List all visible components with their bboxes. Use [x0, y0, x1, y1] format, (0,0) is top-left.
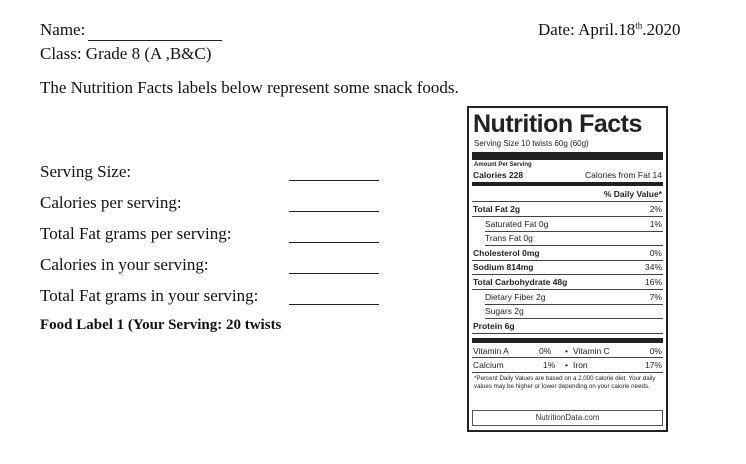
vitamin-c-label: Vitamin C — [573, 346, 610, 356]
vitamin-row-2: Calcium 1% • Iron 17% — [473, 360, 662, 370]
nutrient-label: Total Carbohydrate 48g — [473, 277, 568, 287]
thick-divider — [472, 152, 663, 160]
nutrition-facts-label — [467, 106, 668, 432]
nutrient-label: Dietary Fiber 2g — [485, 291, 546, 302]
rule-divider — [485, 245, 663, 246]
nutrient-row — [473, 262, 662, 272]
amount-per-serving: Amount Per Serving — [474, 162, 532, 168]
nutrient-label: Saturated Fat 0g — [485, 218, 549, 229]
rule-divider — [485, 318, 663, 319]
nutrient-label: Total Fat 2g — [473, 204, 521, 214]
name-blank-line[interactable] — [88, 40, 222, 41]
rule-divider — [472, 289, 663, 290]
vitamin-row-1: Vitamin A 0% • Vitamin C 0% — [473, 346, 662, 356]
calcium-label: Calcium — [473, 360, 504, 370]
answer-blank-calories-per-serving[interactable] — [289, 211, 379, 212]
nutrient-daily-value: 16% — [644, 277, 662, 287]
rule-divider — [472, 274, 663, 275]
calcium-value: 1% — [543, 360, 556, 370]
rule-divider — [472, 216, 663, 217]
daily-value-header: % Daily Value* — [603, 189, 662, 199]
nutrient-row — [473, 233, 662, 243]
food-label-caption: Food Label 1 (Your Serving: 20 twists — [40, 317, 282, 333]
nutrition-title: Nutrition Facts — [473, 110, 642, 138]
name-label: Name: — [40, 20, 86, 39]
date-label: Date: April.18th.2020 — [538, 20, 681, 39]
serving-size-text: Serving Size 10 twists 60g (60g) — [474, 139, 589, 148]
nutrient-label: Protein 6g — [473, 320, 515, 331]
medium-divider — [472, 182, 663, 186]
nutrient-row — [473, 219, 662, 229]
answer-blank-calories-your-serving[interactable] — [289, 273, 379, 274]
rule-divider — [472, 372, 663, 373]
rule-divider — [485, 231, 663, 232]
nutrient-row — [473, 292, 662, 302]
vitamins-divider — [472, 338, 663, 343]
nutrient-daily-value: 1% — [649, 218, 662, 229]
footnote-text: *Percent Daily Values are based on a 2,000 calorie diet. Your daily values may be higher or lower depending on your calorie needs. — [474, 375, 656, 390]
nutrient-row — [473, 204, 662, 214]
nutrient-label: Trans Fat 0g — [485, 233, 533, 244]
nutrient-daily-value: 0% — [649, 247, 662, 258]
calories-text: Calories 228 — [473, 170, 524, 180]
nutrient-daily-value: 34% — [644, 262, 662, 273]
vitamin-a-value: 0% — [539, 346, 552, 356]
rule-divider — [472, 333, 663, 334]
nutrient-daily-value: 7% — [649, 291, 662, 302]
nutrient-daily-value: 2% — [649, 204, 662, 214]
calories-row — [473, 170, 662, 180]
nutrient-label: Sodium 814mg — [473, 262, 534, 273]
question-calories-your-serving: Calories in your serving: — [40, 255, 209, 274]
question-fat-your-serving: Total Fat grams in your serving: — [40, 286, 259, 305]
calories-from-fat-text: Calories from Fat 14 — [585, 170, 662, 180]
class-label: Class: Grade 8 (A ,B&C) — [40, 44, 212, 63]
answer-blank-fat-per-serving[interactable] — [289, 242, 379, 243]
source-footer — [472, 410, 663, 426]
nutrient-row — [473, 248, 662, 258]
vitamin-c-value: 0% — [649, 346, 662, 356]
iron-label: Iron — [573, 360, 588, 370]
nutrient-row — [473, 321, 662, 331]
rule-divider — [472, 357, 663, 358]
iron-value: 17% — [644, 360, 662, 370]
intro-text: The Nutrition Facts labels below represent some snack foods. — [40, 78, 459, 97]
answer-blank-fat-your-serving[interactable] — [289, 304, 379, 305]
question-calories-per-serving: Calories per serving: — [40, 193, 182, 212]
vitamin-a-label: Vitamin A — [473, 346, 509, 356]
source-text: NutritionData.com — [535, 413, 600, 422]
rule-divider — [472, 201, 663, 202]
nutrient-row — [473, 306, 662, 316]
question-serving-size: Serving Size: — [40, 162, 132, 181]
nutrient-label: Cholesterol 0mg — [473, 247, 540, 258]
nutrient-label: Sugars 2g — [485, 306, 524, 317]
rule-divider — [472, 260, 663, 261]
question-fat-per-serving: Total Fat grams per serving: — [40, 224, 232, 243]
nutrient-row — [473, 277, 662, 287]
rule-divider — [485, 304, 663, 305]
answer-blank-serving-size[interactable] — [289, 180, 379, 181]
